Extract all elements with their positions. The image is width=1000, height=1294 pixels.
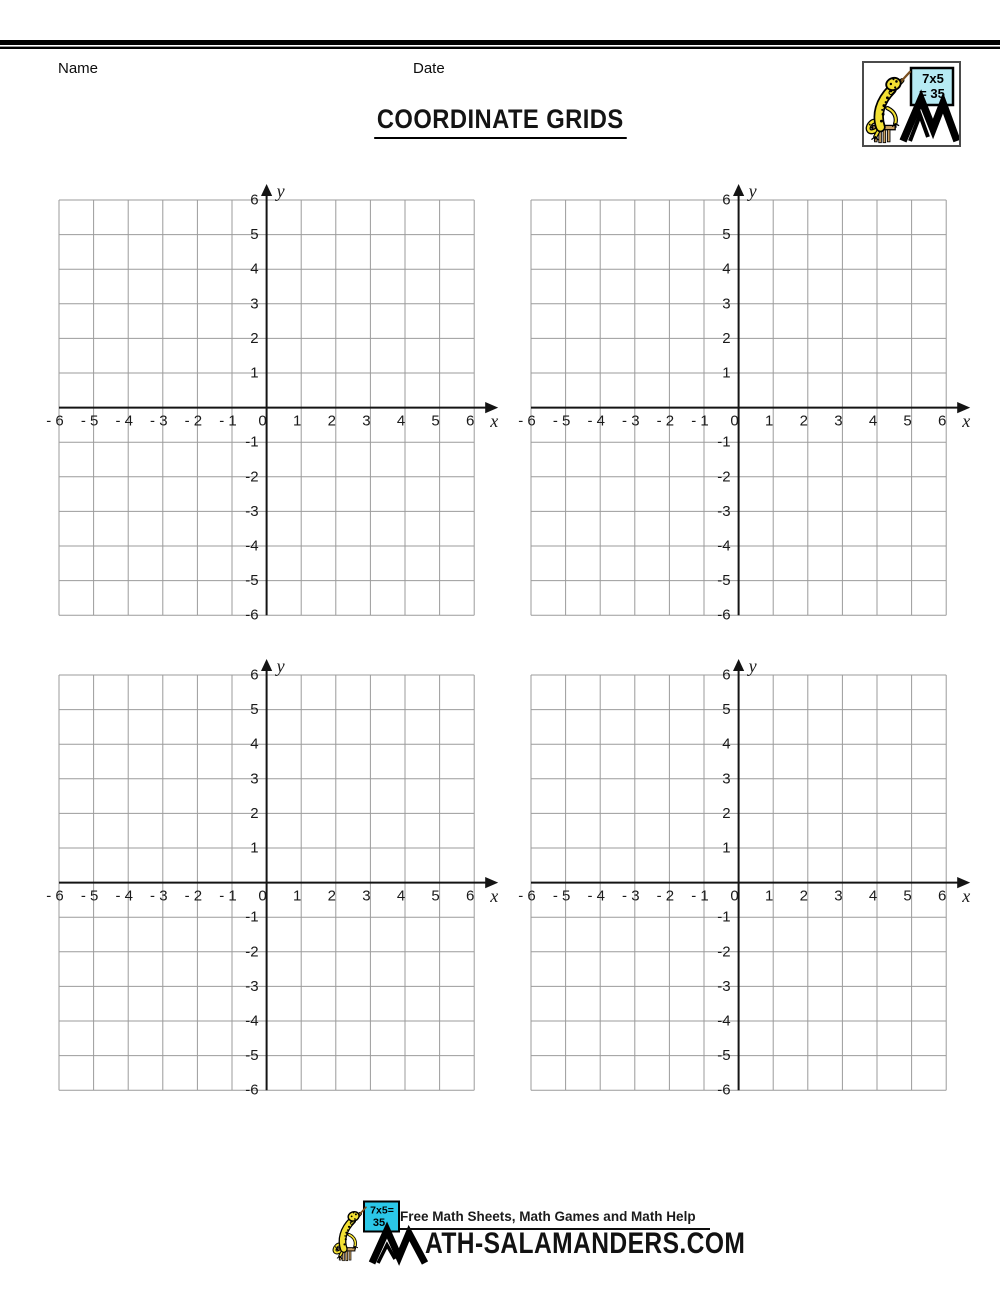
x-tick-label: 6 xyxy=(466,887,475,905)
y-tick-label: 1 xyxy=(722,364,731,382)
x-tick-label: 2 xyxy=(327,887,336,905)
x-tick-label: - 2 xyxy=(656,887,675,905)
top-rule-bar xyxy=(0,40,1000,49)
x-tick-label: 2 xyxy=(799,412,808,430)
axis-variable-labels xyxy=(275,657,499,906)
x-tick-label: - 6 xyxy=(46,887,64,905)
footer-board-line1: 7x5= xyxy=(370,1204,394,1217)
x-tick-label: 4 xyxy=(868,412,878,430)
x-tick-label: 6 xyxy=(466,412,475,430)
x-tick-label: 4 xyxy=(396,887,406,905)
footer-salamander-icon xyxy=(335,1207,366,1261)
y-tick-label: 6 xyxy=(722,191,731,209)
x-tick-label: - 6 xyxy=(518,887,536,905)
grid-svg-grid-3 xyxy=(39,657,504,1109)
y-tick-label: 4 xyxy=(722,735,731,753)
x-tick-label: - 6 xyxy=(46,412,64,430)
y-tick-label: 5 xyxy=(250,226,259,244)
axes xyxy=(59,191,487,615)
y-tick-label: -3 xyxy=(717,502,731,520)
y-tick-label: 4 xyxy=(250,260,259,278)
x-tick-label: 6 xyxy=(938,412,947,430)
x-tick-label: - 3 xyxy=(150,412,168,430)
y-axis-arrow-icon xyxy=(733,184,744,196)
y-axis-label: y xyxy=(276,657,285,676)
y-tick-label: -4 xyxy=(245,537,259,555)
y-tick-label: -4 xyxy=(717,537,731,555)
x-tick-label: - 3 xyxy=(622,887,640,905)
y-tick-label: 2 xyxy=(250,804,259,822)
y-tick-label: -6 xyxy=(245,1081,259,1099)
x-tick-label: 0 xyxy=(730,412,739,430)
x-tick-label: 2 xyxy=(799,887,808,905)
y-tick-label: -3 xyxy=(717,977,731,995)
board-line1: 7x5 xyxy=(922,71,944,86)
y-tick-label: 5 xyxy=(722,226,731,244)
x-tick-label: - 4 xyxy=(587,412,605,430)
y-tick-label: 6 xyxy=(250,191,259,209)
name-label: Name xyxy=(58,60,99,77)
y-tick-label: 5 xyxy=(250,701,259,719)
y-tick-label: -1 xyxy=(245,908,259,926)
y-tick-label: 3 xyxy=(722,770,731,788)
grid-svg-grid-1 xyxy=(39,182,504,634)
x-tick-label: 3 xyxy=(362,412,371,430)
y-tick-label: -2 xyxy=(245,468,259,486)
y-tick-label: -5 xyxy=(245,1047,259,1065)
y-tick-label: -1 xyxy=(245,433,259,451)
y-tick-label: 4 xyxy=(250,735,259,753)
footer-tagline: Free Math Sheets, Math Games and Math Help xyxy=(400,1209,696,1224)
x-tick-label: - 3 xyxy=(150,887,168,905)
x-tick-label: - 4 xyxy=(115,412,133,430)
x-tick-label: - 4 xyxy=(115,887,133,905)
axis-variable-labels xyxy=(275,182,499,431)
x-tick-label: 1 xyxy=(293,887,302,905)
y-axis-label: y xyxy=(748,182,757,201)
y-tick-label: 2 xyxy=(722,329,731,347)
x-tick-label: 4 xyxy=(396,412,406,430)
x-axis-label: x xyxy=(490,411,499,432)
footer-board-line2: 35 xyxy=(372,1217,386,1229)
axis-variable-labels xyxy=(747,182,971,431)
y-tick-label: -5 xyxy=(717,1047,731,1065)
x-tick-label: - 4 xyxy=(587,887,605,905)
y-tick-label: -6 xyxy=(245,606,259,624)
y-axis-label: y xyxy=(748,657,757,676)
grid-svg-grid-4 xyxy=(511,657,976,1109)
x-tick-label: - 5 xyxy=(80,412,99,430)
axes xyxy=(59,666,487,1090)
x-axis-label: x xyxy=(962,886,971,907)
y-tick-label: -1 xyxy=(717,433,731,451)
x-tick-label: 5 xyxy=(431,887,440,905)
board-line2: = 35 xyxy=(919,86,945,101)
grid-svg-grid-2 xyxy=(511,182,976,634)
coordinate-grid-2 xyxy=(511,182,976,634)
axes xyxy=(531,191,959,615)
math-salamanders-logo-box xyxy=(862,61,961,147)
y-tick-label: 1 xyxy=(250,839,259,857)
y-tick-label: 6 xyxy=(722,666,731,684)
y-tick-label: -1 xyxy=(717,908,731,926)
x-tick-label: 3 xyxy=(834,887,843,905)
y-tick-label: -4 xyxy=(717,1012,731,1030)
x-tick-label: - 5 xyxy=(552,887,571,905)
y-tick-label: -2 xyxy=(245,943,259,961)
x-tick-label: - 2 xyxy=(184,412,203,430)
y-tick-label: -6 xyxy=(717,606,731,624)
y-tick-label: 2 xyxy=(722,804,731,822)
x-tick-label: - 1 xyxy=(219,887,237,905)
y-axis-arrow-icon xyxy=(733,659,744,671)
coordinate-grid-1 xyxy=(39,182,504,634)
y-tick-label: -5 xyxy=(245,572,259,590)
x-axis-label: x xyxy=(962,411,971,432)
x-tick-label: 4 xyxy=(868,887,878,905)
x-axis-label: x xyxy=(490,886,499,907)
x-tick-label: 1 xyxy=(765,887,774,905)
y-axis-arrow-icon xyxy=(261,184,272,196)
y-tick-label: -4 xyxy=(245,1012,259,1030)
y-tick-label: 1 xyxy=(722,839,731,857)
y-axis-label: y xyxy=(276,182,285,201)
x-tick-label: - 6 xyxy=(518,412,536,430)
x-tick-label: - 1 xyxy=(219,412,237,430)
footer xyxy=(326,1200,806,1270)
y-tick-label: 1 xyxy=(250,364,259,382)
x-tick-label: 3 xyxy=(362,887,371,905)
date-label: Date xyxy=(413,60,445,77)
y-tick-label: 5 xyxy=(722,701,731,719)
x-tick-label: - 2 xyxy=(656,412,675,430)
x-tick-label: 5 xyxy=(903,887,912,905)
x-tick-label: - 5 xyxy=(552,412,571,430)
x-tick-label: - 5 xyxy=(80,887,99,905)
x-tick-label: 5 xyxy=(903,412,912,430)
x-tick-label: 1 xyxy=(293,412,302,430)
x-tick-label: - 1 xyxy=(691,412,709,430)
x-tick-label: 6 xyxy=(938,887,947,905)
y-axis-arrow-icon xyxy=(261,659,272,671)
x-tick-label: - 3 xyxy=(622,412,640,430)
y-tick-label: -5 xyxy=(717,572,731,590)
x-tick-label: 0 xyxy=(730,887,739,905)
y-tick-label: 2 xyxy=(250,329,259,347)
title-row xyxy=(0,104,1000,139)
footer-m-logo-icon xyxy=(372,1230,425,1263)
y-tick-label: -3 xyxy=(245,977,259,995)
y-tick-label: 4 xyxy=(722,260,731,278)
axis-variable-labels xyxy=(747,657,971,906)
axes xyxy=(531,666,959,1090)
page-title: COORDINATE GRIDS xyxy=(374,104,626,139)
y-tick-label: -2 xyxy=(717,943,731,961)
x-tick-label: 1 xyxy=(765,412,774,430)
x-tick-label: - 2 xyxy=(184,887,203,905)
y-tick-label: -6 xyxy=(717,1081,731,1099)
y-tick-label: 6 xyxy=(250,666,259,684)
footer-brand-text: ATH-SALAMANDERS.COM xyxy=(425,1227,746,1260)
coordinate-grid-3 xyxy=(39,657,504,1109)
math-salamanders-logo-icon xyxy=(864,63,959,145)
x-tick-label: 2 xyxy=(327,412,336,430)
x-tick-label: 5 xyxy=(431,412,440,430)
y-tick-label: -3 xyxy=(245,502,259,520)
y-tick-label: 3 xyxy=(250,295,259,313)
x-tick-label: 0 xyxy=(258,887,267,905)
x-tick-label: 0 xyxy=(258,412,267,430)
x-tick-label: - 1 xyxy=(691,887,709,905)
x-tick-label: 3 xyxy=(834,412,843,430)
y-tick-label: -2 xyxy=(717,468,731,486)
coordinate-grid-4 xyxy=(511,657,976,1109)
y-tick-label: 3 xyxy=(250,770,259,788)
y-tick-label: 3 xyxy=(722,295,731,313)
